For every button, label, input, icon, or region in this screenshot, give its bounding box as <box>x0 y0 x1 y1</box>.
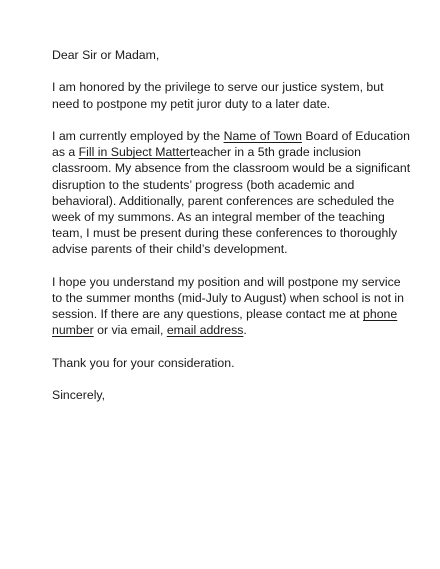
paragraph-line: week of my summons. As an integral member of the teaching <box>52 210 385 224</box>
email-address-field[interactable]: email address <box>166 323 244 338</box>
paragraph-line: team, I must be present during these conferences to thoroughly <box>52 226 398 241</box>
paragraph-line <box>52 322 392 338</box>
paragraph-line: I hope you understand my position and will postpone my service <box>52 274 401 289</box>
paragraph-line: need to postpone my petit juror duty to a later date. <box>52 96 331 111</box>
salutation: Dear Sir or Madam, <box>52 48 160 62</box>
paragraph-line <box>52 128 410 144</box>
closing: Sincerely, <box>52 388 106 403</box>
line-text: . <box>243 323 247 338</box>
paragraph-line: advise parents of their child’s development. <box>52 242 288 257</box>
line-text: or via email, <box>93 323 167 338</box>
thanks-line: Thank you for your consideration. <box>52 355 235 370</box>
paragraph-line: I am honored by the privilege to serve our justice system, but <box>52 80 384 95</box>
line-text: I am currently employed by the <box>52 128 224 143</box>
phone-number-field[interactable]: phone <box>363 307 398 322</box>
paragraph-line: to the summer months (mid-July to August) when school is not in <box>52 291 404 305</box>
paragraph-line: disruption to the students’ progress (both academic and <box>52 177 355 192</box>
line-text: session. If there are any questions, please contact me at <box>52 307 364 322</box>
paragraph-line: behavioral). Additionally, parent conferences are scheduled the <box>52 193 395 208</box>
town-name-field[interactable]: Name of Town <box>223 128 302 143</box>
paragraph-employment <box>52 128 411 258</box>
paragraph-postpone-request <box>52 79 392 111</box>
paragraph-line: classroom. My absence from the classroom would be a significant <box>52 161 411 176</box>
letter-body <box>52 47 411 420</box>
paragraph-line <box>52 306 398 322</box>
paragraph-contact <box>52 274 404 339</box>
line-text: teacher in a 5th grade inclusion <box>190 145 361 160</box>
subject-matter-field[interactable]: Fill in Subject Matter <box>78 145 191 160</box>
paragraph-line <box>52 144 392 160</box>
phone-number-field[interactable]: number <box>52 323 94 338</box>
line-text: Board of Education <box>301 128 410 143</box>
line-text: as a <box>52 145 79 160</box>
